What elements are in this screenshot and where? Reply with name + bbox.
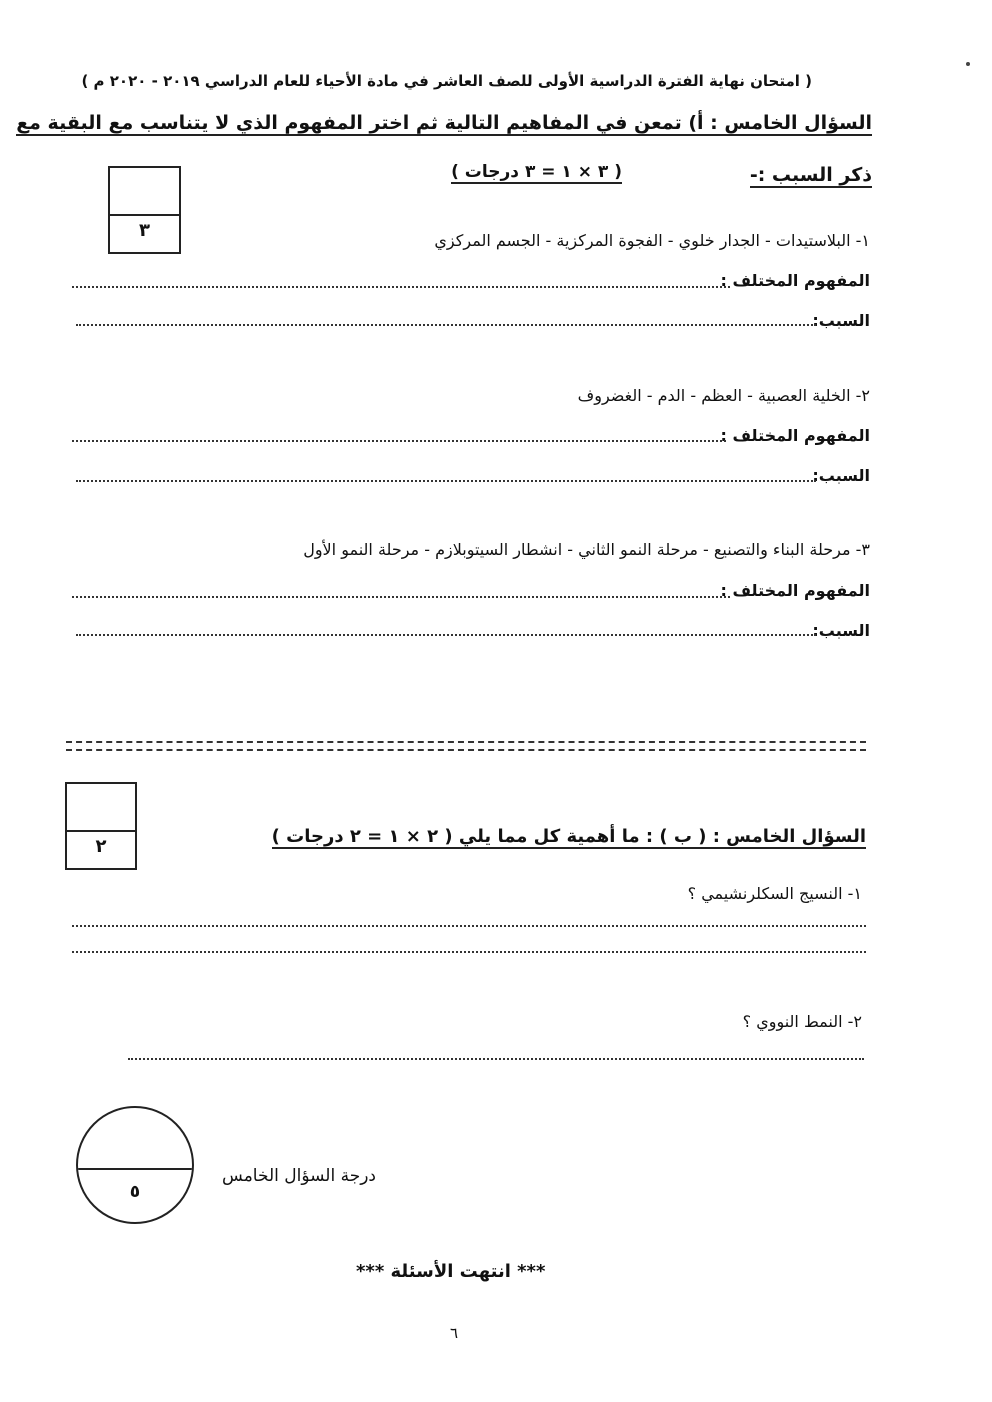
total-score-circle (76, 1106, 194, 1224)
concept-item-3: ٣- مرحلة البناء والتصنيع - مرحلة النمو الثاني - انشطار السيتوبلازم - مرحلة النمو الأول (303, 540, 870, 559)
answer-line-concept-2[interactable] (72, 440, 726, 442)
different-concept-label: المفهوم المختلف : (720, 581, 870, 600)
answer-line-b1-b[interactable] (72, 951, 866, 953)
score-box-a (108, 166, 181, 254)
concept-item-2: ٢- الخلية العصبية - العظم - الدم - الغضروف (577, 386, 870, 405)
importance-item-2: ٢- النمط النووي ؟ (742, 1012, 862, 1031)
total-score-value: ٥ (129, 1182, 141, 1202)
answer-line-b2[interactable] (128, 1058, 864, 1060)
total-score-label: درجة السؤال الخامس (222, 1166, 376, 1186)
answer-line-concept-1[interactable] (72, 286, 730, 288)
different-concept-label: المفهوم المختلف : (720, 426, 870, 445)
answer-line-concept-3[interactable] (72, 596, 730, 598)
end-of-questions: *** انتهت الأسئلة *** (356, 1261, 546, 1282)
score-value-a: ٣ (139, 220, 150, 241)
different-concept-label: المفهوم المختلف : (720, 271, 870, 290)
reason-label: السبب: (812, 621, 870, 640)
marks-a: ( ٣ × ١ = ٣ درجات ) (451, 162, 622, 182)
answer-line-b1-a[interactable] (72, 925, 866, 927)
answer-line-reason-2[interactable] (76, 480, 816, 482)
exam-title: ( امتحان نهاية الفترة الدراسية الأولى للصف العاشر في مادة الأحياء للعام الدراسي ٢٠١٩ - ٢٠٢٠ م ) (81, 72, 812, 90)
reason-heading: ذكر السبب :- (749, 164, 872, 186)
score-value-b: ٢ (95, 836, 107, 857)
concept-item-1: ١- البلاستيدات - الجدار خلوي - الفجوة المركزية - الجسم المركزي (434, 231, 870, 250)
reason-label: السبب: (812, 311, 870, 330)
importance-item-1: ١- النسيج السكلرنشيمي ؟ (687, 884, 862, 903)
reason-label: السبب: (812, 466, 870, 485)
answer-line-reason-1[interactable] (76, 324, 816, 326)
page-number: ٦ (450, 1324, 459, 1342)
question-a-heading: السؤال الخامس : أ) تمعن في المفاهيم التالية ثم اختر المفهوم الذي لا يتناسب مع البقية مع (16, 112, 872, 134)
answer-line-reason-3[interactable] (76, 634, 816, 636)
question-b-heading: السؤال الخامس : ( ب ) : ما أهمية كل مما يلي ( ٢ × ١ = ٢ درجات ) (271, 826, 866, 847)
score-box-b (65, 782, 137, 870)
corner-mark (966, 62, 970, 66)
section-divider (66, 741, 866, 751)
